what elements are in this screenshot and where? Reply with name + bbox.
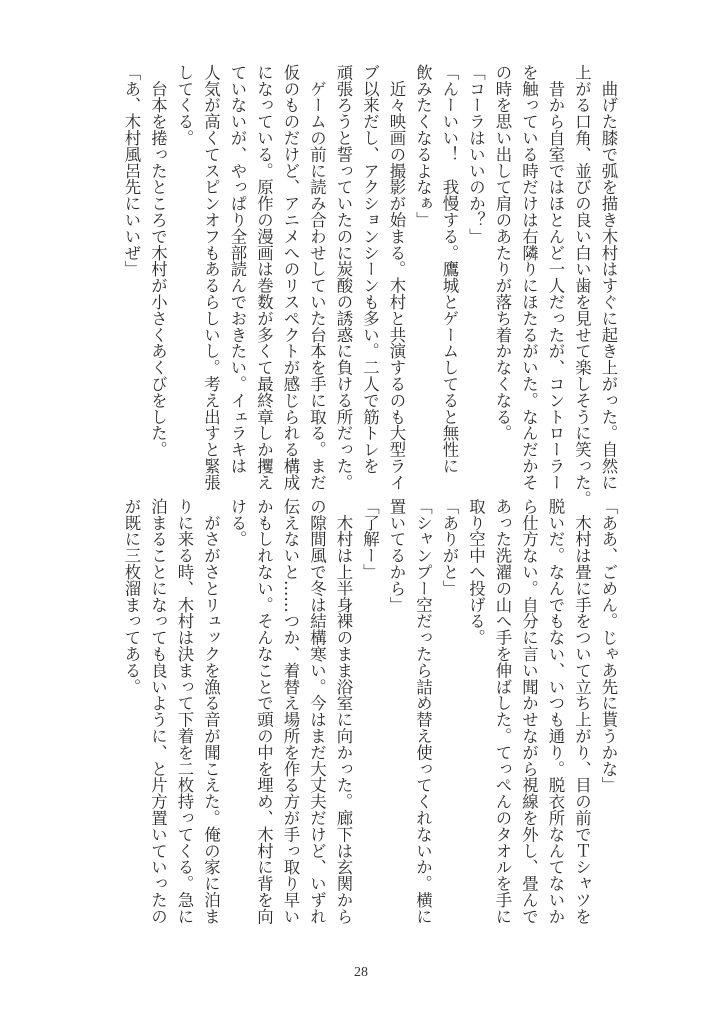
text-column: 脱いだ。なんでもない、いつも通り。脱衣所なんてないか <box>546 498 565 925</box>
text-column: 仮のものだけど、アニメへのリスペクトが感じられる構成 <box>281 64 300 491</box>
text-column: が既に三枚溜まってある。 <box>122 498 141 695</box>
text-column: 飲みたくなるよなぁ」 <box>413 64 433 228</box>
text-column: 「コーラはいいのか？」 <box>466 64 486 245</box>
text-column: 頑張ろうと誓っていたのに炭酸の誘惑に負ける所だった。 <box>334 64 353 491</box>
text-column: 「あ、木村風呂先にいいぜ」 <box>122 64 141 278</box>
text-column: の隙間風で冬は結構寒い。今はまだ大丈夫だけど、いずれ <box>307 498 327 925</box>
text-column: 取り空中へ投げる。 <box>466 498 486 646</box>
text-column: 木村は畳に手をついて立ち上がり、目の前でＴシャツを <box>572 498 592 925</box>
text-column: 昔から自室ではほとんど一人だったが、コントローラー <box>546 64 565 491</box>
text-column: 置いてるから」 <box>387 498 406 613</box>
text-column: がさがさとリュックを漁る音が聞こえた。俺の家に泊ま <box>201 498 221 925</box>
text-column: 木村は上半身裸のまま浴室に向かった。廊下は玄関から <box>334 498 353 925</box>
text-column: 上がる口角、並びの良い白い歯を見せて楽しそうに笑った。 <box>572 64 592 507</box>
text-block-bottom <box>118 498 622 938</box>
text-column: 曲げた膝で弧を描き木村はすぐに起き上がった。自然に <box>599 64 618 491</box>
text-column: ていないが、やっぱり全部読んでおきたい。イェラキは <box>228 64 247 474</box>
text-column: かもしれない。そんなことで頭の中を埋め、木村に背を向 <box>254 498 274 925</box>
text-column: ける。 <box>228 498 247 548</box>
page-number: 28 <box>354 965 368 980</box>
text-column: を触っている時だけは右隣りにほたるがいた。なんだかそ <box>519 64 539 491</box>
text-column: 近々映画の撮影が始まる。木村と共演するのも大型ライ <box>387 64 406 491</box>
text-column: ゲームの前に読み合わせしていた台本を手に取る。まだ <box>307 64 327 491</box>
text-column: 「シャンプー空だったら詰め替え使ってくれないか。横に <box>413 498 433 925</box>
text-column: あった洗濯の山へ手を伸ばした。てっぺんのタオルを手に <box>493 498 512 925</box>
text-block-top <box>118 64 622 507</box>
text-column: 泊まることになっても良いように、と片方置いていったの <box>148 498 168 925</box>
text-column: 「ありがと」 <box>440 498 459 597</box>
text-column: 「ああ、ごめん。じゃあ先に貰うかな」 <box>599 498 618 794</box>
text-column: ら仕方ない。自分に言い聞かせながら視線を外し、畳んで <box>519 498 539 925</box>
text-column: 「了解ー」 <box>360 498 380 580</box>
text-column: ブ以来だし、アクションシーンも多い。二人で筋トレを <box>360 64 380 474</box>
text-column: 「んーいい！ 我慢する。鷹城とゲームしてると無性に <box>440 64 459 474</box>
text-column: 人気が高くてスピンオフもあるらしいし。考え出すと緊張 <box>201 64 221 491</box>
text-column: 台本を捲ったところで木村が小さくあくびをした。 <box>148 64 168 458</box>
text-column: になっている。原作の漫画は巻数が多くて最終章しか攫え <box>254 64 274 491</box>
text-column: 伝えないと……つか、着替え場所を作る方が手っ取り早い <box>281 498 300 925</box>
text-column: りに来る時、木村は決まって下着を二枚持ってくる。急に <box>175 498 194 925</box>
text-column: の時を思い出して肩のあたりが落ち着かなくなる。 <box>493 64 512 442</box>
text-column: してくる。 <box>175 64 194 146</box>
